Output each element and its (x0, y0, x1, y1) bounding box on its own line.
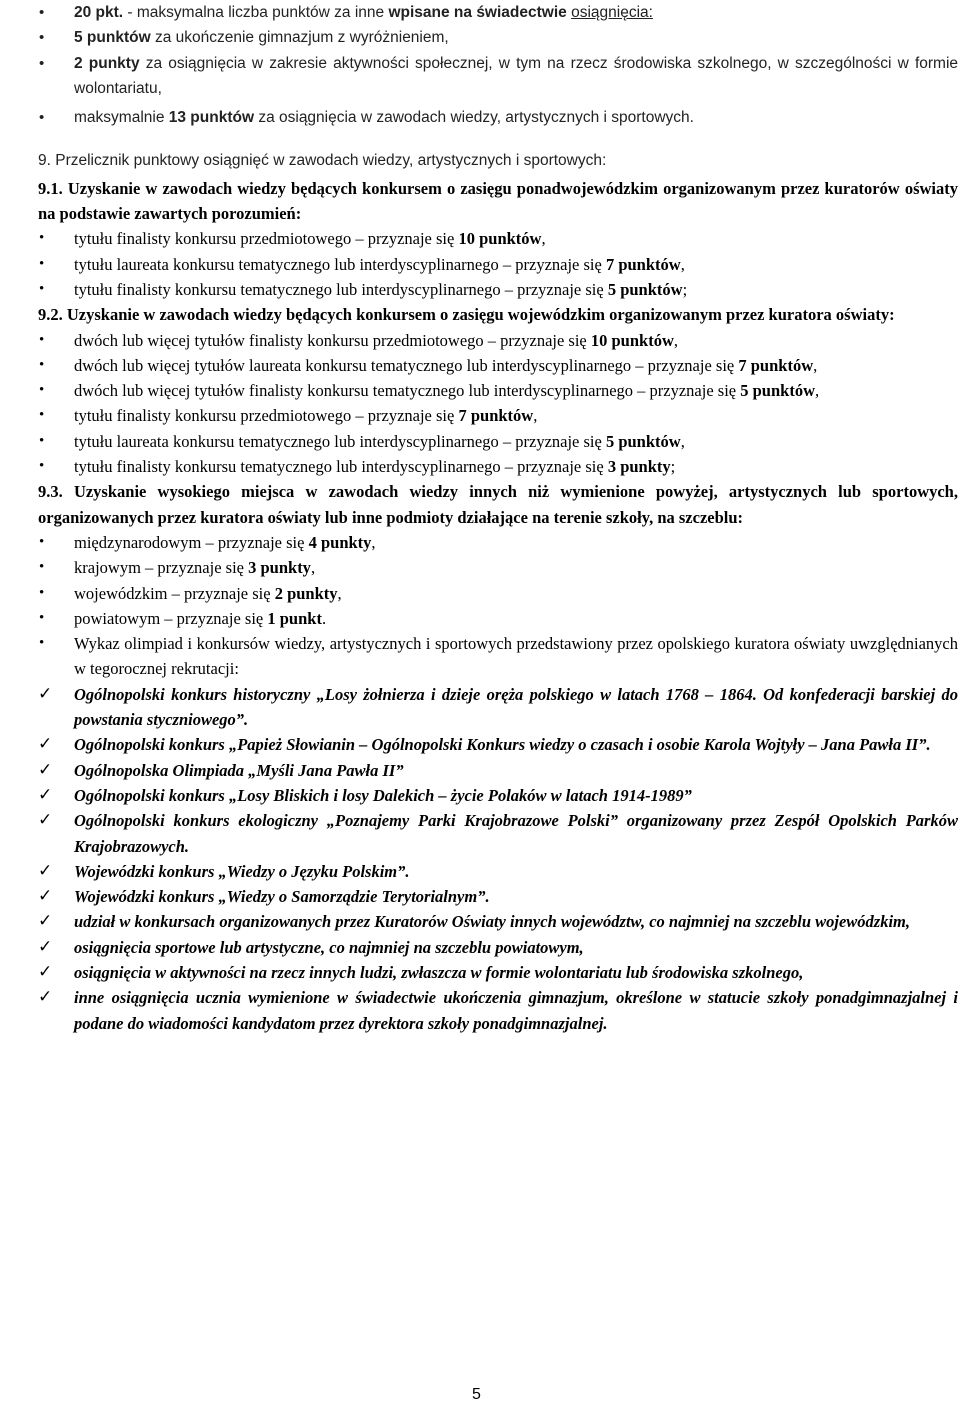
checklist-item (38, 783, 958, 808)
competition-text: Ogólnopolska Olimpiada „Myśli Jana Pawła II” (74, 760, 404, 780)
list-item (38, 252, 958, 277)
text-underlined: osiągnięcia: (571, 4, 653, 21)
punct: , (680, 431, 685, 451)
list-item (38, 454, 958, 479)
text: dwóch lub więcej tytułów laureata konkursu tematycznego lub interdyscyplinarnego – przyznaje się (74, 355, 739, 375)
punct: , (541, 229, 546, 249)
text-bold: wpisane na świadectwie (388, 4, 572, 21)
list-item (38, 51, 958, 102)
punct: , (310, 558, 316, 578)
text: maksymalnie (74, 109, 169, 127)
points-bold: 7 punktów (458, 406, 534, 426)
list-item (38, 328, 958, 353)
section-9-2-heading: 9.2. Uzyskanie w zawodach wiedzy będących konkursem o zasięgu wojewódzkim organizowanym przez kuratora oświaty: (38, 305, 895, 325)
points-bold: 3 punkty (607, 457, 671, 477)
text: za osiągnięcia w zakresie aktywności społecznej, w tym na rzecz środowiska szkolnego, w szczególności w formie wolontariatu, (74, 54, 959, 97)
checklist-item (38, 935, 958, 960)
competitions-list (38, 682, 958, 1036)
list-item (38, 353, 958, 378)
punct: , (813, 355, 818, 375)
list-item (38, 226, 958, 251)
points-bold: 10 punktów (590, 330, 674, 350)
text: dwóch lub więcej tytułów finalisty konkursu tematycznego lub interdyscyplinarnego – przyznaje się (74, 381, 741, 401)
points-bold: 5 punktów (740, 381, 815, 401)
section-9-3-heading: 9.3. Uzyskanie wysokiego miejsca w zawodach wiedzy innych niż wymienione powyżej, artystycznych lub sportowych, organizowanych przez kuratora oświaty lub inne podmioty działające na terenie szkoły, na szczeblu: (38, 482, 958, 527)
checklist-item (38, 682, 958, 733)
competition-text: osiągnięcia w aktywności na rzecz innych ludzi, zwłaszcza w formie wolontariatu lub środowiska szkolnego, (74, 962, 804, 982)
section-9-heading: 9. Przelicznik punktowy osiągnięć w zawodach wiedzy, artystycznych i sportowych: (38, 152, 607, 170)
competition-text: inne osiągnięcia ucznia wymienione w świadectwie ukończenia gimnazjum, określone w statucie szkoły ponadgimnazjalnej i podane do wiadomości kandydatom przez dyrektora szkoły ponadgimnazjalnej. (74, 988, 958, 1033)
text: tytułu finalisty konkursu tematycznego lub interdyscyplinarnego – przyznaje się (74, 279, 608, 299)
list-item (38, 606, 958, 631)
list-item (38, 555, 958, 580)
page-number: 5 (472, 1386, 481, 1403)
punct: . (321, 608, 327, 628)
points-bold: 7 punktów (605, 254, 681, 274)
text: tytułu finalisty konkursu tematycznego lub interdyscyplinarnego – przyznaje się (74, 457, 608, 477)
checklist-item (38, 985, 958, 1036)
text: tytułu laureata konkursu tematycznego lub interdyscyplinarnego – przyznaje się (74, 431, 606, 451)
document-page (38, 0, 958, 1036)
text: powiatowym – przyznaje się (74, 608, 268, 628)
points-bold: 2 punkty (274, 583, 338, 603)
checklist-item (38, 859, 958, 884)
list-item (38, 429, 958, 454)
competition-text: Ogólnopolski konkurs „Losy Bliskich i losy Dalekich – życie Polaków w latach 1914-1989” (74, 785, 692, 805)
list-item (38, 631, 958, 682)
punct: , (337, 583, 342, 603)
competition-text: Ogólnopolski konkurs ekologiczny „Poznajemy Parki Krajobrazowe Polski” organizowany przez Zespół Opolskich Parków Krajobrazowych. (74, 811, 958, 856)
points-bold: 20 pkt. (74, 4, 124, 21)
text: Wykaz olimpiad i konkursów wiedzy, artystycznych i sportowych przedstawiony przez opolskiego kuratora oświaty uwzględnianych w tegorocznej rekrutacji: (74, 634, 958, 679)
competition-text: Ogólnopolski konkurs „Papież Słowianin – Ogólnopolski Konkurs wiedzy o czasach i osobie Karola Wojtyły – Jana Pawła II”. (74, 735, 931, 755)
text: tytułu finalisty konkursu przedmiotowego – przyznaje się (74, 406, 459, 426)
text: dwóch lub więcej tytułów finalisty konkursu przedmiotowego – przyznaje się (74, 330, 591, 350)
checklist-item (38, 909, 958, 934)
punct: , (533, 406, 538, 426)
checklist-item (38, 960, 958, 985)
punct: , (673, 330, 678, 350)
points-bold: 4 punkty (308, 532, 372, 552)
list-item (38, 378, 958, 403)
list-item (38, 581, 958, 606)
points-bold: 13 punktów (168, 109, 255, 127)
points-bold: 3 punkty (248, 558, 311, 578)
text: - maksymalna liczba punktów za inne (123, 4, 389, 21)
text: krajowym – przyznaje się (74, 558, 249, 578)
list-item (38, 530, 958, 555)
section-9-1-heading: 9.1. Uzyskanie w zawodach wiedzy będących konkursem o zasięgu ponadwojewódzkim organizowanym przez kuratorów oświaty na podstawie zawartych porozumień: (38, 178, 958, 224)
points-bold: 5 punktów (607, 279, 683, 299)
points-bold: 2 punkty (74, 54, 140, 72)
section-9-3-list (38, 530, 958, 682)
points-bold: 7 punktów (738, 355, 814, 375)
punct: ; (670, 457, 676, 477)
text: wojewódzkim – przyznaje się (74, 583, 275, 603)
checklist-item (38, 808, 958, 859)
competition-text: Wojewódzki konkurs „Wiedzy o Języku Polskim”. (74, 861, 410, 881)
section-9-1-list (38, 226, 958, 302)
punct: ; (682, 279, 688, 299)
text: międzynarodowym – przyznaje się (74, 532, 309, 552)
text: za ukończenie gimnazjum z wyróżnieniem, (150, 29, 449, 47)
points-bold: 5 punktów (605, 431, 681, 451)
text: tytułu finalisty konkursu przedmiotowego – przyznaje się (74, 229, 459, 249)
competition-text: osiągnięcia sportowe lub artystyczne, co najmniej na szczeblu powiatowym, (74, 937, 584, 957)
competition-text: udział w konkursach organizowanych przez Kuratorów Oświaty innych województw, co najmniej na szczeblu wojewódzkim, (74, 912, 911, 932)
text: tytułu laureata konkursu tematycznego lub interdyscyplinarnego – przyznaje się (74, 254, 606, 274)
checklist-item (38, 732, 958, 757)
punct: , (815, 381, 820, 401)
intro-list (38, 0, 958, 130)
points-bold: 5 punktów (74, 29, 151, 47)
points-bold: 1 punkt (267, 608, 322, 628)
punct: , (371, 532, 376, 552)
punct: , (680, 254, 685, 274)
list-item (38, 105, 958, 130)
competition-text: Ogólnopolski konkurs historyczny „Losy żołnierza i dzieje oręża polskiego w latach 1768 – 1864. Od konfederacji barskiej do powstania styczniowego”. (74, 684, 958, 730)
text: za osiągnięcia w zawodach wiedzy, artystycznych i sportowych. (254, 109, 694, 127)
list-item (38, 25, 958, 50)
checklist-item (38, 884, 958, 909)
list-item (38, 277, 958, 302)
list-item (38, 0, 958, 25)
competition-text: Wojewódzki konkurs „Wiedzy o Samorządzie Terytorialnym”. (74, 887, 490, 907)
checklist-item (38, 758, 958, 783)
list-item (38, 403, 958, 428)
points-bold: 10 punktów (458, 229, 542, 249)
section-9-2-list (38, 328, 958, 480)
